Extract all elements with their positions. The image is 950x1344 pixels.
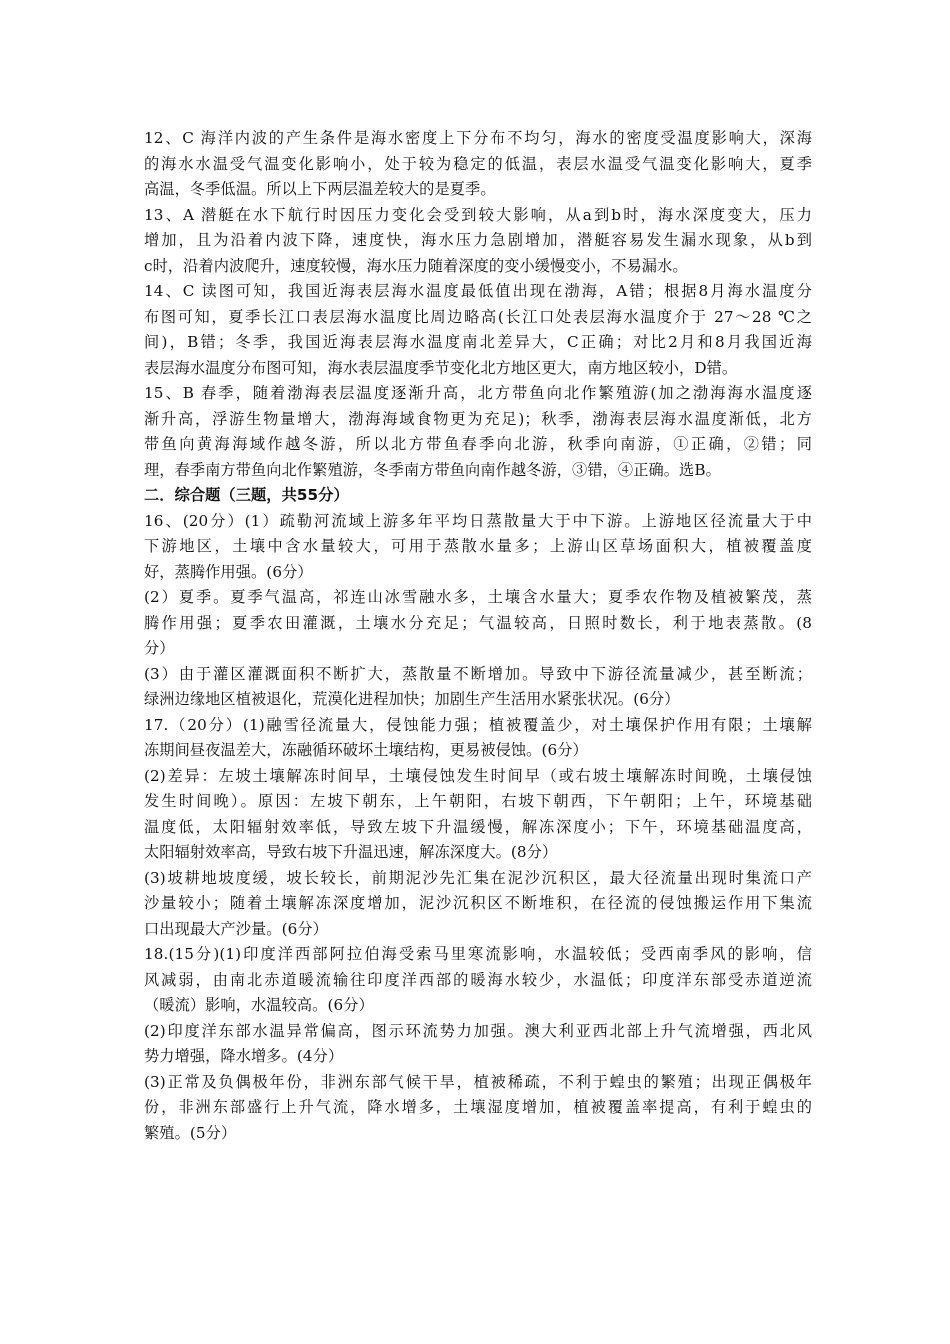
- text-line: 势力增强，降水增多。(4分）: [144, 1047, 344, 1065]
- section-heading: 二．综合题（三题，共55分）: [144, 486, 349, 504]
- text-line: 布图可知，夏季长江口表层海水温度比周边略高(长江口处表层海水温度介于 27～28 ℃之: [144, 307, 812, 326]
- text-line: 17.（20分）(1)融雪径流量大，侵蚀能力强；植被覆盖少，对土壤保护作用有限；土壤解: [144, 715, 812, 734]
- text-line: 口出现最大产沙量。(6分）: [144, 919, 328, 938]
- text-line: (3)坡耕地坡度缓，坡长较长，前期泥沙先汇集在泥沙沉积区，最大径流量出现时集流口产: [144, 868, 812, 887]
- text-line: 间)，B错；冬季，我国近海表层海水温度南北差异大，C正确；对比2月和8月我国近海: [144, 333, 812, 351]
- text-line: 冻期间昼夜温差大，冻融循环破坏土壤结构，更易被侵蚀。(6分）: [144, 741, 588, 759]
- text-line: （暖流）影响，水温较高。(6分）: [144, 996, 374, 1014]
- text-line: (3)正常及负偶极年份，非洲东部气候干旱，植被稀疏，不利于蝗虫的繁殖；出现正偶极年: [144, 1072, 812, 1091]
- text-line: 绿洲边缘地区植被退化，荒漠化进程加快；加剧生产生活用水紧张状况。(6分）: [144, 690, 680, 708]
- text-line: 沙量较小；随着土壤解冻深度增加，泥沙沉积区不断堆积，在径流的侵蚀搬运作用下集流: [144, 894, 812, 912]
- text-line: (2)印度洋东部水温异常偏高，图示环流势力加强。澳大利亚西北部上升气流增强，西北风: [144, 1021, 812, 1040]
- text-line: 13、A 潜艇在水下航行时因压力变化会受到较大影响，从a到b时，海水深度变大，压力: [144, 205, 812, 224]
- text-line: 腾作用强；夏季农田灌溉，土壤水分充足；气温较高，日照时数长，利于地表蒸散。(8: [144, 613, 812, 632]
- text-line: (2）夏季。夏季气温高，祁连山冰雪融水多，土壤含水量大；夏季农作物及植被繁茂，蒸: [144, 588, 812, 606]
- text-line: (2)差异：左坡土壤解冻时间早，土壤侵蚀发生时间早（或右坡土壤解冻时间晚，土壤侵蚀: [144, 766, 812, 785]
- text-line: 14、C 读图可知，我国近海表层海水温度最低值出现在渤海，A错；根据8月海水温度分: [144, 282, 812, 300]
- text-line: 下游地区，土壤中含水量较大，可用于蒸散水量多；上游山区草场面积大，植被覆盖度: [144, 537, 812, 555]
- text-line: 太阳辐射效率高，导致右坡下升温迅速，解冻深度大。(8分）: [144, 843, 558, 861]
- text-line: 12、C 海洋内波的产生条件是海水密度上下分布不均匀，海水的密度受温度影响大，深海: [144, 129, 812, 147]
- text-line: 发生时间晚）。原因：左坡下朝东，上午朝阳，右坡下朝西，下午朝阳；上午，环境基础: [144, 792, 812, 810]
- text-line: 渐升高，浮游生物量增大，渤海海域食物更为充足)；秋季，渤海表层海水温度渐低，北方: [144, 409, 812, 428]
- text-line: (3）由于灌区灌溉面积不断扩大，蒸散量不断增加。导致中下游径流量减少，甚至断流；: [144, 664, 812, 683]
- text-line: 带鱼向黄海海域作越冬游，所以北方带鱼春季向北游，秋季向南游，①正确，②错；同: [144, 435, 812, 453]
- text-line: 的海水水温受气温变化影响小，处于较为稳定的低温，表层水温受气温变化影响大，夏季: [144, 154, 812, 173]
- text-line: 理，春季南方带鱼向北作繁殖游，冬季南方带鱼向南作越冬游，③错，④正确。选B。: [144, 460, 721, 479]
- text-line: 分）: [144, 639, 175, 657]
- text-line: 温度低，太阳辐射效率低，导致左坡下升温缓慢，解冻深度小；下午，环境基础温度高，: [144, 817, 812, 836]
- text-line: 份，非洲东部盛行上升气流，降水增多，土壤湿度增加，植被覆盖率提高，有利于蝗虫的: [144, 1098, 812, 1116]
- text-line: c时，沿着内波爬升，速度较慢，海水压力随着深度的变小缓慢变小，不易漏水。: [144, 256, 688, 275]
- text-line: 高温，冬季低温。所以上下两层温差较大的是夏季。: [144, 180, 496, 198]
- text-line: 18.(15分)(1)印度洋西部阿拉伯海受索马里寒流影响，水温较低；受西南季风的影响，信: [144, 945, 812, 963]
- text-line: 繁殖。(5分）: [144, 1123, 237, 1142]
- answer-document: [144, 126, 812, 1146]
- text-line: 增加，且为沿着内波下降，速度快，海水压力急剧增加，潜艇容易发生漏水现象，从b到: [144, 231, 812, 249]
- text-line: 风减弱，由南北赤道暖流输往印度洋西部的暖海水较少，水温低；印度洋东部受赤道逆流: [144, 970, 812, 989]
- text-line: 好，蒸腾作用强。(6分）: [144, 562, 313, 581]
- text-line: 15、B 春季，随着渤海表层温度逐渐升高，北方带鱼向北作繁殖游(加之渤海海水温度逐: [144, 384, 812, 402]
- text-line: 16、(20分）(1）疏勒河流域上游多年平均日蒸散量大于中下游。上游地区径流量大于中: [144, 511, 812, 530]
- text-line: 表层海水温度分布图可知，海水表层温度季节变化北方地区更大，南方地区较小，D错。: [144, 358, 738, 377]
